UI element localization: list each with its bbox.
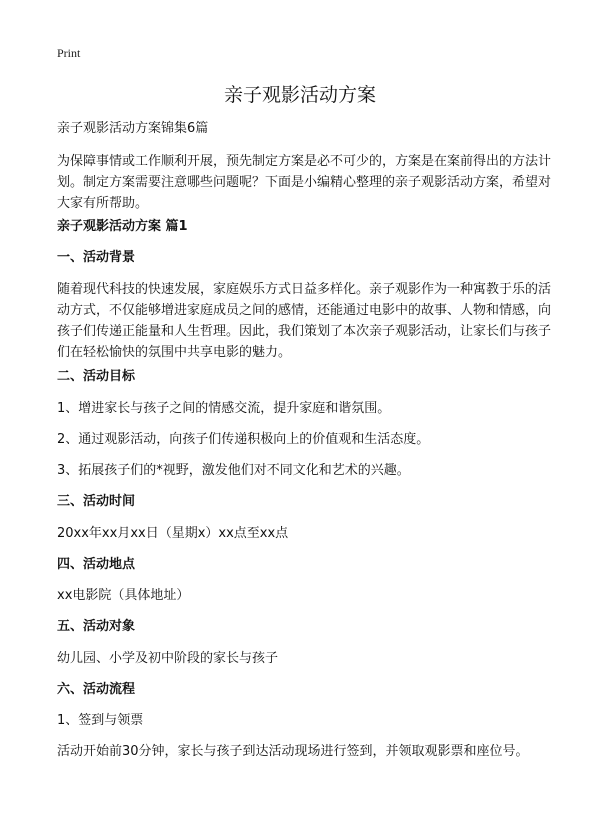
intro-paragraph: 为保障事情或工作顺利开展，预先制定方案是必不可少的，方案是在案前得出的方法计划。制定方案需要注意哪些问题呢？下面是小编精心整理的亲子观影活动方案，希望对大家有所帮助。 bbox=[57, 154, 552, 211]
time-text: 20xx年xx月xx日（星期x）xx点至xx点 bbox=[57, 526, 289, 541]
target-text: 幼儿园、小学及初中阶段的家长与孩子 bbox=[57, 651, 279, 666]
print-link[interactable]: Print bbox=[57, 46, 81, 60]
subtitle: 亲子观影活动方案锦集6篇 bbox=[57, 121, 209, 136]
heading-background: 一、活动背景 bbox=[57, 250, 136, 265]
heading-goals: 二、活动目标 bbox=[57, 369, 136, 384]
goal-item-2: 2、通过观影活动，向孩子们传递积极向上的价值观和生活态度。 bbox=[57, 432, 430, 447]
section-title: 亲子观影活动方案 篇1 bbox=[57, 219, 188, 234]
heading-process: 六、活动流程 bbox=[57, 682, 136, 697]
heading-place: 四、活动地点 bbox=[57, 557, 136, 572]
heading-time: 三、活动时间 bbox=[57, 494, 136, 509]
heading-target: 五、活动对象 bbox=[57, 619, 136, 634]
goal-item-3: 3、拓展孩子们的*视野，激发他们对不同文化和艺术的兴趣。 bbox=[57, 463, 410, 478]
process-step-1: 1、签到与领票 bbox=[57, 713, 144, 728]
page-title: 亲子观影活动方案 bbox=[223, 84, 376, 106]
background-paragraph: 随着现代科技的快速发展，家庭娱乐方式日益多样化。亲子观影作为一种寓教于乐的活动方式，不仅能够增进家庭成员之间的感情，还能通过电影中的故事、人物和情感，向孩子们传递正能量和人生哲理。因此，我们策划了本次亲子观影活动，让家长们与孩子们在轻松愉快的氛围中共享电影的魅力。 bbox=[57, 282, 552, 360]
process-step-1-desc: 活动开始前30分钟，家长与孩子到达活动现场进行签到，并领取观影票和座位号。 bbox=[57, 744, 529, 759]
goal-item-1: 1、增进家长与孩子之间的情感交流，提升家庭和谐氛围。 bbox=[57, 401, 391, 416]
place-text: xx电影院（具体地址） bbox=[57, 588, 190, 603]
